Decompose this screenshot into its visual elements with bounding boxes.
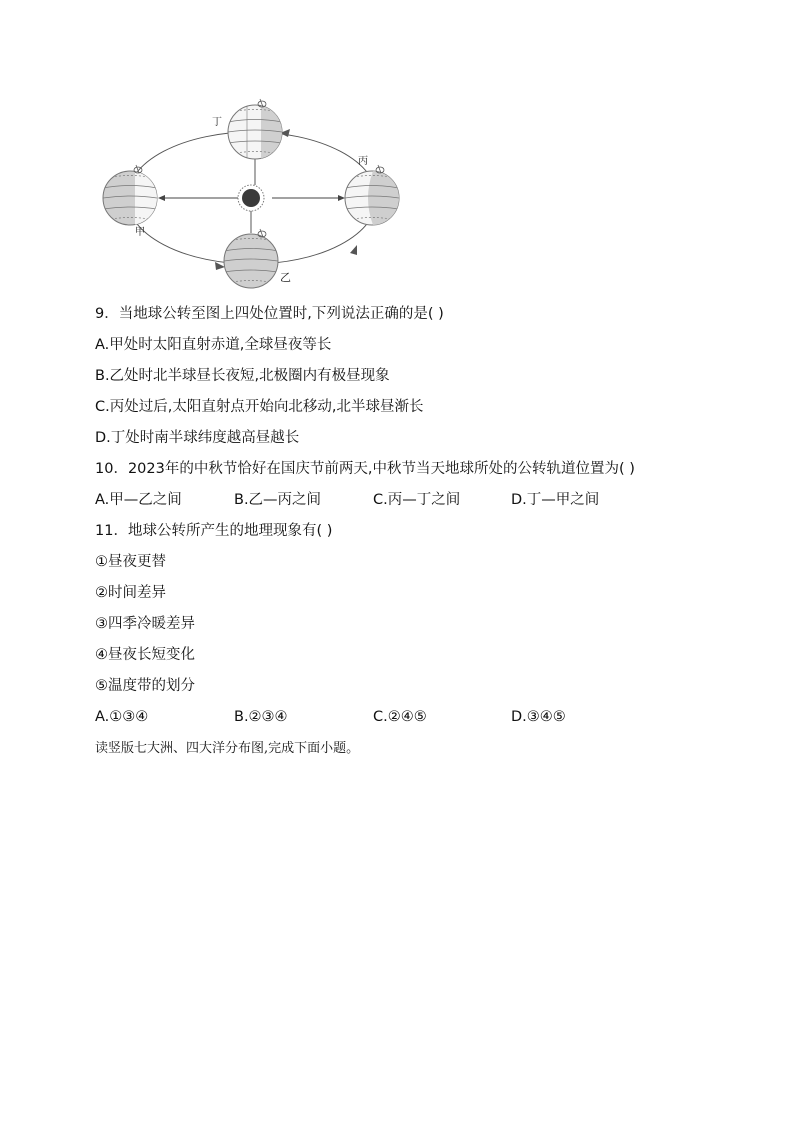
q11-option-a: A.①③④ [95,709,149,725]
q11-item-3: ③四季冷暖差异 [95,616,195,632]
q11-options [95,707,695,727]
earth-yi-icon [224,229,278,288]
label-bing: 丙 [358,156,368,167]
label-jia: 甲 [135,227,145,238]
q11-stem: 11．地球公转所产生的地理现象有( ) [95,523,333,539]
q9-option-c: C.丙处过后,太阳直射点开始向北移动,北半球昼渐长 [95,399,424,415]
earth-jia-icon [103,165,165,229]
q10-option-a: A.甲—乙之间 [95,492,182,508]
sun-icon [238,185,264,211]
q10-option-c: C.丙—丁之间 [373,492,461,508]
q11-option-d: D.③④⑤ [511,709,566,725]
arrow-left-head [158,195,165,201]
orbit-arrow-right-bottom [350,245,357,255]
q11-option-b: B.②③④ [234,709,288,725]
q11-item-4: ④昼夜长短变化 [95,647,195,663]
q10-options [95,490,695,510]
q11-option-c: C.②④⑤ [373,709,427,725]
q11-item-1: ①昼夜更替 [95,554,166,570]
orbit-diagram [95,95,415,295]
earth-ding-icon [228,99,291,163]
q10-option-b: B.乙—丙之间 [234,492,322,508]
earth-orbit-figure [95,95,415,295]
q11-item-5: ⑤温度带的划分 [95,678,195,694]
q9-option-d: D.丁处时南半球纬度越高昼越长 [95,430,300,446]
label-ding: 丁 [212,117,222,128]
q10-option-d: D.丁—甲之间 [511,492,600,508]
q11-item-2: ②时间差异 [95,585,166,601]
arrow-right-head [338,195,345,201]
q9-stem: 9．当地球公转至图上四处位置时,下列说法正确的是( ) [95,306,444,322]
q9-option-b: B.乙处时北半球昼长夜短,北极圈内有极昼现象 [95,368,390,384]
q9-option-a: A.甲处时太阳直射赤道,全球昼夜等长 [95,337,332,353]
q10-stem: 10．2023年的中秋节恰好在国庆节前两天,中秋节当天地球所处的公转轨道位置为( ) [95,461,635,477]
label-yi: 乙 [280,271,291,284]
earth-bing-icon [345,165,405,225]
next-section-intro: 读竖版七大洲、四大洋分布图,完成下面小题。 [95,741,360,756]
orbit-arrow-bottom-left [215,262,225,270]
